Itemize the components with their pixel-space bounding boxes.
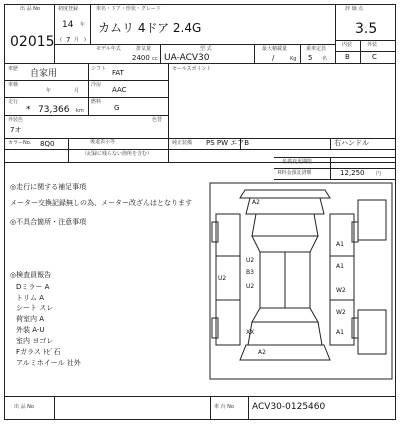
inspect-item: アルミホイール 社外 xyxy=(16,359,81,367)
damage-mark: U2 xyxy=(246,257,255,264)
damage-mark: W2 xyxy=(336,287,346,294)
usage: 自家用 xyxy=(30,69,58,79)
equipment: PS PW エアB xyxy=(206,139,250,147)
damage-mark: A2 xyxy=(258,349,266,356)
damage-mark: A2 xyxy=(252,199,260,206)
damage-mark: XX xyxy=(246,329,255,336)
handle-side: 右ハンドル xyxy=(334,139,369,147)
interior-grade: B xyxy=(345,53,350,61)
inspect-item: 外装 A-U xyxy=(16,326,45,334)
damage-mark: U2 xyxy=(218,275,227,282)
score-value: 3.5 xyxy=(355,21,378,37)
defect-title: ◎不具合箇所・注意事項 xyxy=(10,218,87,226)
damage-mark: W2 xyxy=(336,309,346,316)
inspect-item: シート スレ xyxy=(16,304,54,312)
exterior-grade: C xyxy=(372,53,377,61)
air-conditioner: AAC xyxy=(112,86,127,94)
eval-label: 評 価 点 xyxy=(345,6,364,12)
inspect-item: 室内 ヨゴレ xyxy=(16,337,54,345)
sales-point-label: セールスポイント xyxy=(172,66,212,72)
lot-label: 出 品 No xyxy=(20,6,40,12)
damage-mark: A1 xyxy=(336,329,344,336)
damage-mark: B3 xyxy=(246,269,254,276)
displacement: 2400 xyxy=(132,54,150,62)
fuel: G xyxy=(114,104,120,112)
lot-number: 02015 xyxy=(10,34,55,50)
exterior-color: 7オ xyxy=(10,126,22,134)
inspect-title: ◎検査員報告 xyxy=(10,271,52,279)
chassis-number: ACV30-0125460 xyxy=(252,402,326,412)
car-name-label: 車名・ドア・形状・グレード xyxy=(96,6,161,12)
damage-mark: A1 xyxy=(336,241,344,248)
year-label: 初度登録 xyxy=(58,6,79,12)
color-number: 8Q0 xyxy=(40,140,55,148)
year-value: 14 xyxy=(62,20,74,30)
mileage: 73,366 xyxy=(38,105,70,115)
car-name: カムリ 4ドア 2.4G xyxy=(98,21,202,35)
drive-title: ◎走行に関する補足事項 xyxy=(10,183,87,191)
damage-mark: U2 xyxy=(246,283,255,290)
shift: FAT xyxy=(112,69,124,77)
recycle-fee: 12,250 xyxy=(340,169,365,177)
inspect-item: Dミラー A xyxy=(16,283,50,291)
inspect-item: 荷室内 A xyxy=(16,315,45,323)
model-type: UA-ACV30 xyxy=(164,53,210,63)
damage-mark: A1 xyxy=(336,263,344,270)
seats: 5 xyxy=(308,54,313,62)
inspect-item: Fガラス ﾄﾋﾞ石 xyxy=(16,348,61,356)
drive-note: メーター交換記録無しの為、メーター改ざんはとなります xyxy=(10,199,192,207)
month-value: 7 xyxy=(66,36,71,44)
inspect-item: トリム A xyxy=(16,294,45,302)
